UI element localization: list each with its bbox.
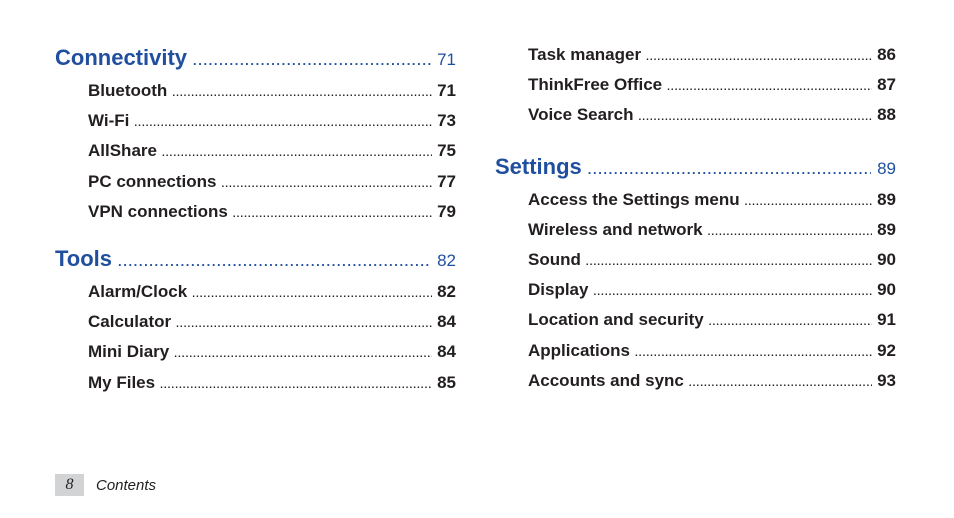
entry-page-number: 84 — [437, 342, 456, 362]
entry-page-number: 73 — [437, 111, 456, 131]
entry-label: Accounts and sync — [528, 370, 684, 390]
entry-page-number: 89 — [877, 189, 896, 209]
entry-label: Bluetooth — [88, 81, 168, 100]
entry-page-number: 90 — [877, 280, 896, 300]
leader-dots — [635, 339, 872, 369]
toc-entry-location-and-security[interactable] — [495, 305, 896, 335]
leader-dots — [646, 43, 872, 73]
leader-dots — [689, 369, 872, 399]
toc-entry-my-files[interactable] — [55, 368, 456, 398]
section-title: Tools — [55, 245, 113, 271]
entry-page-number: 75 — [437, 141, 456, 161]
entry-label: Sound — [528, 249, 581, 269]
leader-dots — [709, 308, 872, 338]
entry-label: Task manager — [528, 45, 642, 64]
section-heading-settings[interactable] — [495, 149, 896, 185]
entry-label: Alarm/Clock — [88, 281, 188, 301]
toc-entry-wireless-and-network[interactable] — [495, 215, 896, 245]
entry-page-number: 92 — [877, 340, 896, 360]
entry-label: Calculator — [88, 312, 172, 332]
entry-page-number: 77 — [437, 171, 456, 191]
entry-label: Mini Diary — [88, 342, 170, 362]
toc-entry-task-manager[interactable] — [495, 40, 896, 70]
leader-dots — [192, 280, 432, 310]
entry-page-number: 87 — [877, 75, 896, 95]
page-number-badge: 8 — [55, 474, 84, 496]
leader-dots — [162, 139, 432, 169]
entry-label: My Files — [88, 372, 156, 392]
entry-page-number: 93 — [877, 370, 896, 390]
leader-dots — [708, 218, 872, 248]
toc-right-column — [495, 40, 896, 396]
toc-entry-allshare[interactable] — [55, 136, 456, 166]
leader-dots — [233, 200, 432, 230]
section-heading-connectivity[interactable] — [55, 40, 456, 76]
entry-label: Display — [528, 280, 589, 300]
entry-page-number: 89 — [877, 219, 896, 239]
toc-entry-thinkfree-office[interactable] — [495, 70, 896, 100]
toc-entry-voice-search[interactable] — [495, 100, 896, 130]
leader-dots — [118, 244, 431, 280]
leader-dots — [586, 248, 872, 278]
entry-page-number: 82 — [437, 281, 456, 301]
toc-entry-display[interactable] — [495, 275, 896, 305]
entry-label: Wireless and network — [528, 219, 703, 239]
toc-section-settings — [495, 149, 896, 396]
leader-dots — [667, 73, 872, 103]
toc-entry-bluetooth[interactable] — [55, 76, 456, 106]
entry-label: AllShare — [88, 141, 157, 161]
footer-section-label: Contents — [96, 476, 157, 494]
entry-label: VPN connections — [88, 201, 228, 221]
entry-label: Location and security — [528, 310, 704, 330]
entry-page-number: 86 — [877, 45, 896, 64]
leader-dots — [593, 278, 872, 308]
leader-dots — [193, 43, 431, 79]
toc-entry-alarm-clock[interactable] — [55, 277, 456, 307]
toc-section-connectivity — [55, 40, 456, 227]
entry-page-number: 79 — [437, 201, 456, 221]
section-title: Settings — [495, 153, 582, 179]
entry-label: Wi-Fi — [88, 111, 130, 131]
entry-page-number: 71 — [437, 81, 456, 100]
section-heading-tools[interactable] — [55, 241, 456, 277]
leader-dots — [745, 188, 872, 218]
entry-page-number: 88 — [877, 105, 896, 125]
section-page-number: 89 — [877, 158, 896, 178]
page-footer — [55, 474, 156, 496]
entry-label: PC connections — [88, 171, 217, 191]
leader-dots — [588, 152, 871, 188]
leader-dots — [160, 371, 432, 401]
toc-entry-applications[interactable] — [495, 336, 896, 366]
toc-entry-vpn-connections[interactable] — [55, 197, 456, 227]
toc-continued-entries — [495, 40, 896, 131]
toc-entry-access-settings-menu[interactable] — [495, 185, 896, 215]
entry-page-number: 91 — [877, 310, 896, 330]
toc-entry-wifi[interactable] — [55, 106, 456, 136]
entry-page-number: 85 — [437, 372, 456, 392]
toc-left-column — [55, 40, 456, 398]
toc-section-tools — [55, 241, 456, 398]
leader-dots — [639, 103, 873, 133]
section-page-number: 71 — [437, 50, 456, 69]
toc-entry-sound[interactable] — [495, 245, 896, 275]
leader-dots — [172, 79, 432, 109]
entry-label: Voice Search — [528, 105, 634, 125]
entry-page-number: 84 — [437, 312, 456, 332]
entry-label: Applications — [528, 340, 631, 360]
entry-label: Access the Settings menu — [528, 189, 740, 209]
toc-entry-mini-diary[interactable] — [55, 337, 456, 367]
toc-entry-pc-connections[interactable] — [55, 167, 456, 197]
leader-dots — [134, 109, 432, 139]
section-page-number: 82 — [437, 250, 456, 270]
toc-entry-accounts-and-sync[interactable] — [495, 366, 896, 396]
leader-dots — [221, 170, 432, 200]
toc-entry-calculator[interactable] — [55, 307, 456, 337]
leader-dots — [176, 310, 432, 340]
section-title: Connectivity — [55, 45, 188, 70]
entry-page-number: 90 — [877, 249, 896, 269]
entry-label: ThinkFree Office — [528, 75, 663, 95]
leader-dots — [174, 340, 432, 370]
